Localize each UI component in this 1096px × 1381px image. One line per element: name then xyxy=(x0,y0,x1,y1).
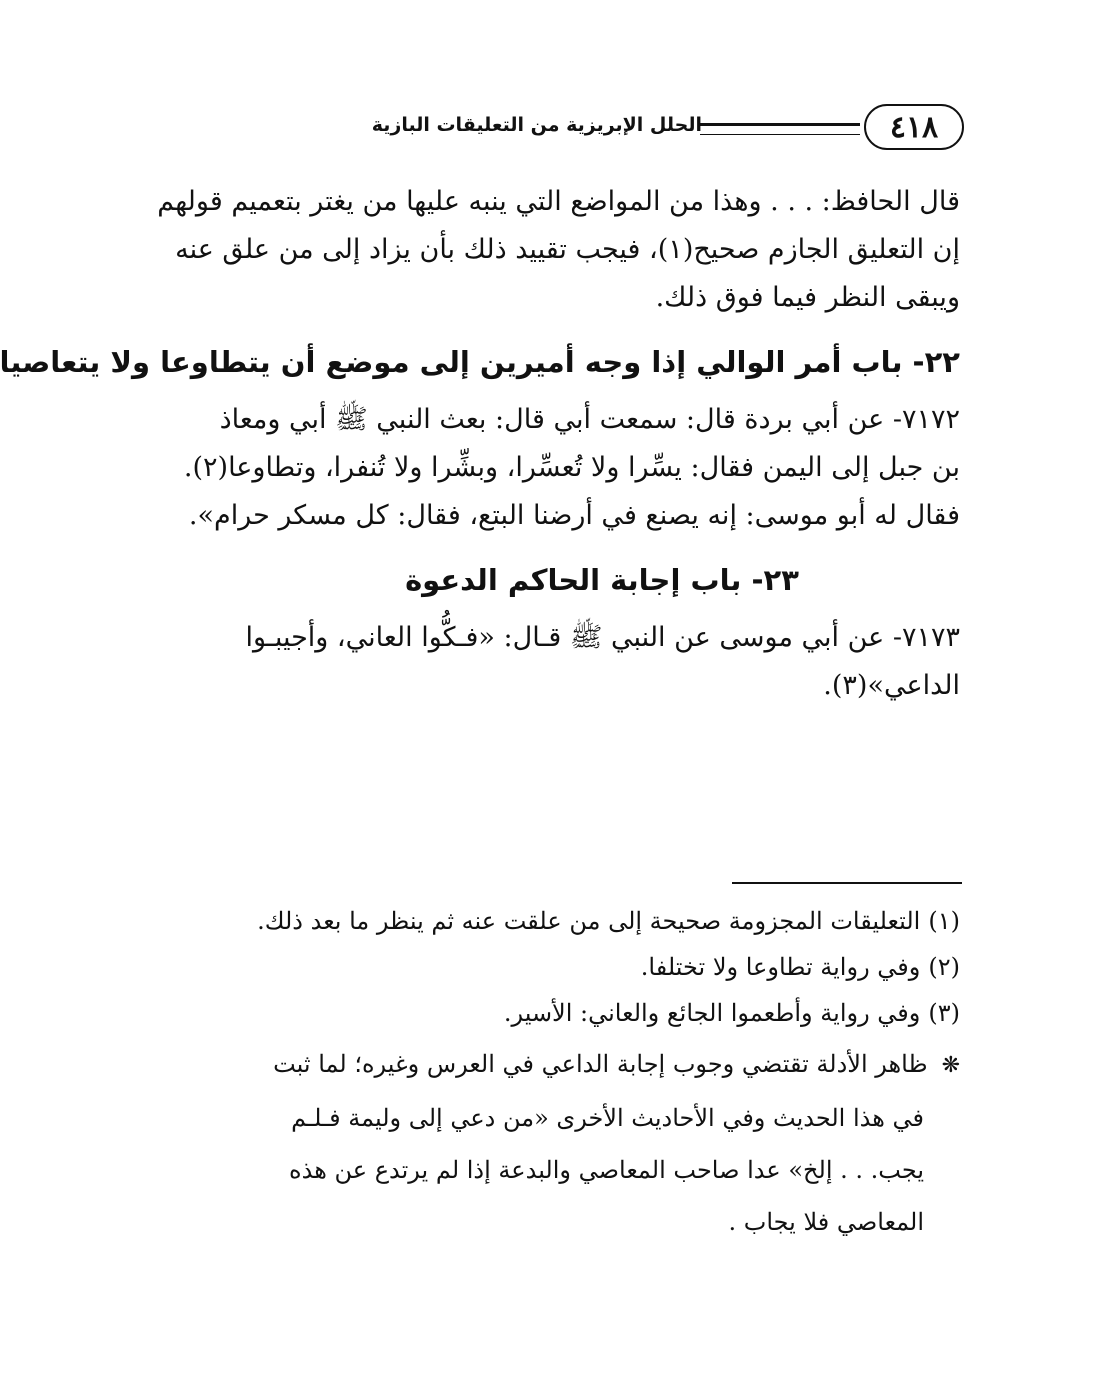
footnotes xyxy=(244,898,960,1248)
text-line: المعاصي فلا يجاب . xyxy=(728,1208,924,1236)
text-line: يجب. . . إلخ» عدا صاحب المعاصي والبدعة إذا لم يرتدع عن هذه xyxy=(289,1156,924,1184)
footnote-number: (٣) xyxy=(928,999,960,1027)
text-line: فقال له أبو موسى: إنه يصنع في أرضنا البتع، فقال: كل مسكر حرام». xyxy=(188,500,960,531)
text-line: ٧١٧٣- عن أبي موسى عن النبي ﷺ قـال: «فـكُّوا العاني، وأجيبـوا xyxy=(245,622,960,653)
text-line: الداعي»(٣). xyxy=(823,670,960,701)
asterisk-icon: ❋ xyxy=(941,1053,960,1078)
book-title: الحلل الإبريزية من التعليقات البازية xyxy=(371,114,702,136)
page-number: ٤١٨ xyxy=(864,104,964,150)
chapter-heading-22: ٢٢- باب أمر الوالي إذا وجه أميرين إلى موضع أن يتطاوعا ولا يتعاصيا xyxy=(0,345,960,379)
hadith-7172 xyxy=(183,396,960,540)
hadith-7173 xyxy=(244,614,960,710)
footnote-text: وفي رواية وأطعموا الجائع والعاني: الأسير. xyxy=(503,999,921,1027)
running-header xyxy=(242,104,964,156)
text-line: ٧١٧٢- عن أبي بردة قال: سمعت أبي قال: بعث النبي ﷺ أبي ومعاذ xyxy=(219,404,960,435)
footnote-number: (١) xyxy=(928,907,960,935)
footnote-number: (٢) xyxy=(928,953,960,981)
editor-note xyxy=(244,1038,960,1248)
text-line: قال الحافظ: . . . وهذا من المواضع التي ينبه عليها من يغتر بتعميم قولهم xyxy=(157,186,960,217)
footnote-1 xyxy=(244,898,960,944)
footnote-text: التعليقات المجزومة صحيحة إلى من علقت عنه ثم ينظر ما بعد ذلك. xyxy=(257,907,921,935)
text-line: ويبقى النظر فيما فوق ذلك. xyxy=(655,282,960,313)
footnote-separator xyxy=(732,882,962,884)
footnote-2 xyxy=(244,944,960,990)
footnote-3 xyxy=(244,990,960,1036)
header-rule xyxy=(700,123,860,135)
text-line: إن التعليق الجازم صحيح(١)، فيجب تقييد ذلك بأن يزاد إلى من علق عنه xyxy=(175,234,960,265)
text-line: بن جبل إلى اليمن فقال: يسِّرا ولا تُعسِّرا، وبشِّرا ولا تُنفرا، وتطاوعا(٢). xyxy=(183,452,960,483)
footnote-text: وفي رواية تطاوعا ولا تختلفا. xyxy=(640,953,921,981)
text-line: في هذا الحديث وفي الأحاديث الأخرى «من دعي إلى وليمة فـلـم xyxy=(291,1104,924,1132)
paragraph-hafiz xyxy=(157,178,960,322)
chapter-heading-23: ٢٣- باب إجابة الحاكم الدعوة xyxy=(405,563,799,597)
text-line xyxy=(244,1038,960,1092)
note-text: ظاهر الأدلة تقتضي وجوب إجابة الداعي في العرس وغيره؛ لما ثبت xyxy=(273,1050,928,1078)
main-text xyxy=(0,178,960,710)
